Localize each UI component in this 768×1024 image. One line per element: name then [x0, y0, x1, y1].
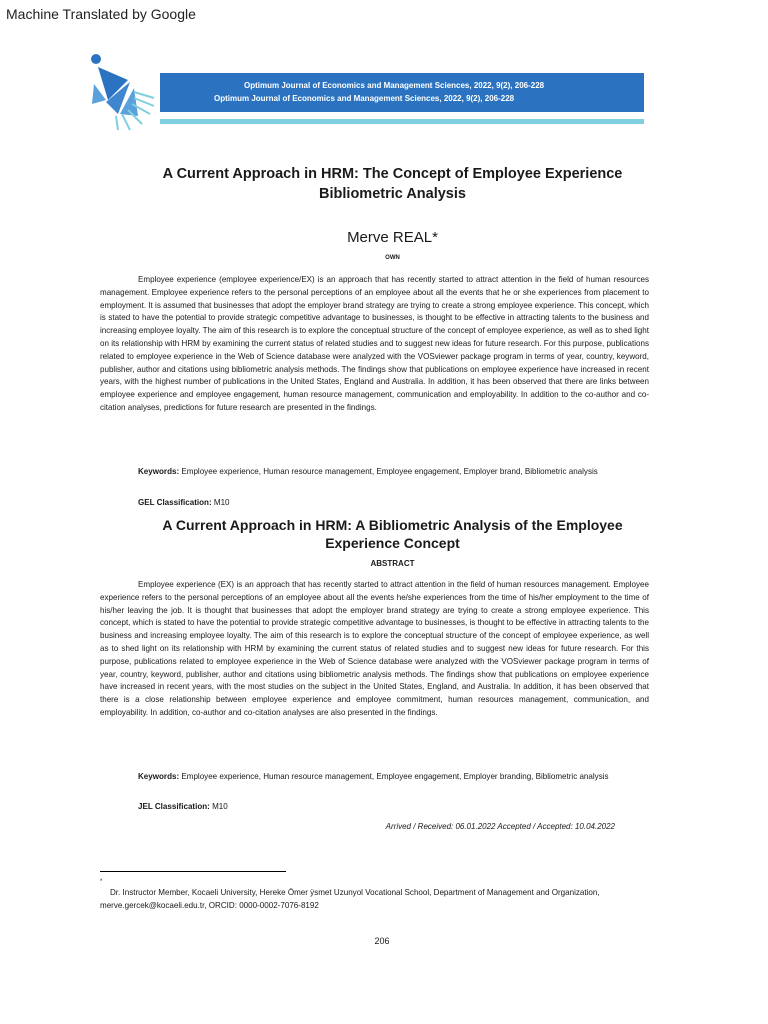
abstract-heading: ABSTRACT	[370, 559, 415, 568]
journal-header-bar	[160, 73, 644, 112]
keywords: Keywords: Employee experience, Human resource management, Employee engagement, Employer branding, Bibliometric analysis	[138, 772, 609, 781]
footnote-divider	[100, 871, 286, 872]
journal-citation: Optimum Journal of Economics and Management Sciences, 2022, 9(2), 206-228	[244, 81, 545, 90]
article-title: A Current Approach in HRM: The Concept of Employee Experience Bibliometric Analysis	[162, 166, 623, 202]
abstract-paragraph: Employee experience (employee experience/EX) is an approach that has recently started to attract attention in the field of human resources management. Employee experience refers to the personal perceptions of an employee about all the events that he or she experiences from placement to employment. It is assumed that businesses that adopt the employer brand strategy are trying to create a strong employee experience. This concept, which is stated to have the potential to provide strategic competitive advantage to businesses, is thought to be effective in attracting talents to the business and increasing employee loyalty. The aim of this research is to explore the conceptual structure of the concept of employee experience, as well as to shed light on its relationship with HRM by examining the current status of related studies and to suggest new ideas for future research. For this purpose, publications related to employee experience in the Web of Science database were analyzed with the VOSviewer package program in terms of year, country, keyword, publisher, author and citations using bibliometric analysis methods. The findings show that publications on employee experience have increased in recent years, with the highest number of publications in the United States, England and Australia. In addition, it has been observed that there are links between employee experience and employee engagement, human resource management, communication and employability. In addition to the co-author and co-citation analyses, predictions for future research are presented in the findings.	[100, 275, 649, 412]
header-divider	[160, 119, 644, 124]
footnote-marker: *	[100, 879, 103, 885]
journal-logo-icon	[88, 52, 158, 132]
submission-dates: Arrived / Received: 06.01.2022 Accepted / Accepted: 10.04.2022	[385, 822, 615, 831]
keywords: Keywords: Employee experience, Human resource management, Employee engagement, Employer brand, Bibliometric analysis	[138, 467, 598, 476]
gel-classification: GEL Classification: M10	[138, 498, 230, 507]
journal-citation: Optimum Journal of Economics and Management Sciences, 2022, 9(2), 206-228	[214, 94, 515, 103]
author-footnote: Dr. Instructor Member, Kocaeli University, Hereke Ömer ÿsmet Uzunyol Vocational School, Department of Management and Organization, merve.gercek@kocaeli.edu.tr, ORCID: 0000-0002-7076-8192	[100, 888, 600, 910]
machine-translated-banner: Machine Translated by Google	[6, 6, 196, 22]
jel-classification: JEL Classification: M10	[138, 802, 228, 811]
abstract-paragraph: Employee experience (EX) is an approach that has recently started to attract attention in the field of human resources management. Employee experience refers to the personal perceptions of an employee about all the events he/she experiences from the time of his/her employment to the time of his/her leaving the job. It is thought that businesses that adopt the employer brand strategy are trying to create a strong employee experience. This concept, which is stated to have the potential to provide strategic competitive advantage to businesses, is thought to be effective in attracting talents to the business and increasing employee loyalty. The aim of this research is to explore the conceptual structure of the concept of employee experience, as well as to shed light on its relationship with HRM by examining the current status of related studies and to suggest new ideas for future research. For this purpose, publications related to employee experience in the Web of Science database were analyzed with the VOSviewer package program in terms of year, country, keyword, publisher, author and citations using bibliometric analysis methods. The findings show that publications on employee experience have increased in recent years, with the most studies on the subject in the United States, England, and Australia. In addition, it has been observed that there is a close relationship between employee experience and employee commitment, human resources management, communication, and employability. In addition, co-author and co-citation analyses are also presented in the findings.	[100, 580, 649, 717]
page-number: 206	[374, 936, 390, 946]
article-title-translated: A Current Approach in HRM: A Bibliometric Analysis of the Employee Experience Concept	[162, 517, 623, 551]
author-name: Merve REAL*	[347, 229, 438, 246]
author-affiliation-label: OWN	[385, 255, 400, 261]
